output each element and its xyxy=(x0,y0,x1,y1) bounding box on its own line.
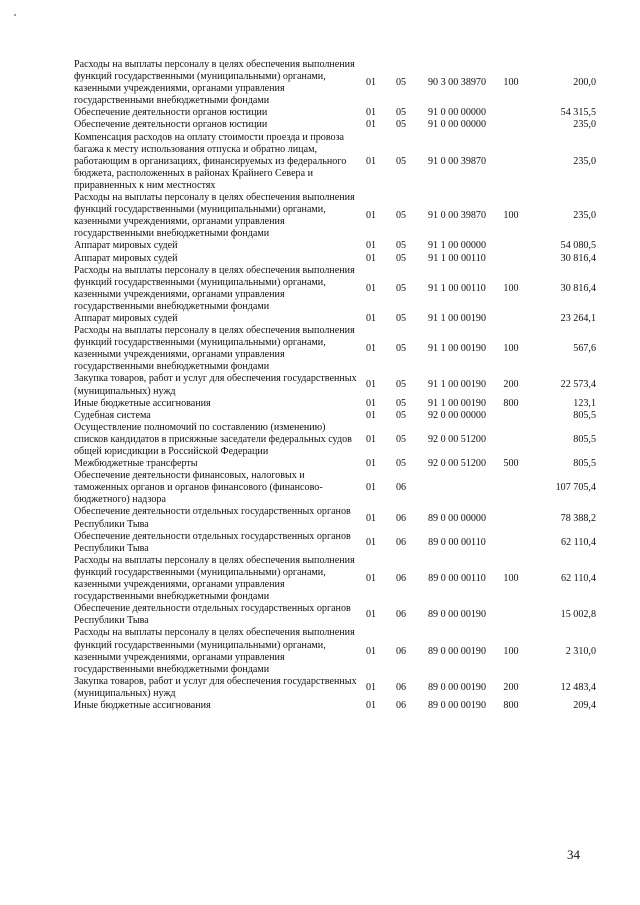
table-row xyxy=(74,265,596,313)
row-expense-type xyxy=(493,313,529,325)
table-row xyxy=(74,410,596,422)
row-name: Иные бюджетные ассигнования xyxy=(74,699,211,711)
table-row xyxy=(74,531,596,555)
table-row xyxy=(74,240,596,252)
row-target-article: 91 1 00 00190 xyxy=(427,312,487,324)
row-section-code: 01 xyxy=(365,433,377,445)
table-row xyxy=(74,132,596,192)
row-name: Осуществление полномочий по составлению (изменению) списков кандидатов в присяжные заседатели федеральных судов общей юрисдикции в Российской Федерации xyxy=(74,421,352,457)
row-target-article: 91 1 00 00190 xyxy=(427,379,487,391)
table-row xyxy=(74,107,596,119)
row-subsection-code: 05 xyxy=(395,343,407,355)
table-row xyxy=(74,119,596,131)
row-section-code: 01 xyxy=(365,77,377,89)
row-expense-type xyxy=(493,119,529,131)
row-expense-type: 100 xyxy=(503,282,519,294)
table-row xyxy=(74,603,596,627)
row-target-article: 91 0 00 39870 xyxy=(427,210,487,222)
row-amount: 567,6 xyxy=(573,343,596,355)
row-section-code: 01 xyxy=(365,536,377,548)
row-name: Компенсация расходов на оплату стоимости проезда и провоза багажа к месту использования отпуска и обратно лицам, работающим в организациях, финансируемых из федерального бюджета, расположенных в районах Крайнего Севера и приравненных к ним местностях xyxy=(74,131,347,191)
row-target-article: 89 0 00 00190 xyxy=(427,609,487,621)
row-expense-type xyxy=(493,422,529,458)
row-name: Судебная система xyxy=(74,409,151,421)
row-target-article: 92 0 00 51200 xyxy=(427,458,487,470)
page-number: 34 xyxy=(567,847,580,862)
row-subsection-code: 06 xyxy=(395,482,407,494)
row-subsection-code: 05 xyxy=(395,282,407,294)
row-subsection-code: 05 xyxy=(395,379,407,391)
row-subsection-code: 05 xyxy=(395,107,407,119)
table-row xyxy=(74,676,596,700)
row-expense-type xyxy=(493,531,529,555)
row-section-code: 01 xyxy=(365,343,377,355)
table-row xyxy=(74,325,596,373)
row-target-article: 89 0 00 00000 xyxy=(427,512,487,524)
row-section-code: 01 xyxy=(365,379,377,391)
row-subsection-code: 05 xyxy=(395,240,407,252)
table-row xyxy=(74,313,596,325)
row-target-article: 89 0 00 00190 xyxy=(427,681,487,693)
row-amount: 30 816,4 xyxy=(560,252,596,264)
row-expense-type: 100 xyxy=(503,572,519,584)
table-row xyxy=(74,192,596,240)
row-amount: 12 483,4 xyxy=(560,681,596,693)
row-section-code: 01 xyxy=(365,572,377,584)
row-target-article: 92 0 00 51200 xyxy=(427,433,487,445)
row-name: Расходы на выплаты персоналу в целях обеспечения выполнения функций государственными (муниципальными) органами, казенными учреждениями, органами управления государственными внебюджетными фондами xyxy=(74,192,355,240)
row-section-code: 01 xyxy=(365,155,377,167)
row-target-article: 89 0 00 00110 xyxy=(428,536,486,548)
row-amount: 805,5 xyxy=(573,409,596,421)
row-expense-type xyxy=(493,253,529,265)
row-amount: 54 315,5 xyxy=(560,107,596,119)
table-row xyxy=(74,470,596,506)
row-name: Расходы на выплаты персоналу в целях обеспечения выполнения функций государственными (муниципальными) органами, казенными учреждениями, органами управления государственными внебюджетными фондами xyxy=(74,627,355,675)
row-name: Аппарат мировых судей xyxy=(74,252,178,264)
row-name: Аппарат мировых судей xyxy=(74,312,178,324)
row-subsection-code: 05 xyxy=(395,119,407,131)
row-name: Расходы на выплаты персоналу в целях обеспечения выполнения функций государственными (муниципальными) органами, казенными учреждениями, органами управления государственными внебюджетными фондами xyxy=(74,325,355,373)
row-subsection-code: 06 xyxy=(395,681,407,693)
row-target-article: 89 0 00 00190 xyxy=(427,645,487,657)
row-subsection-code: 05 xyxy=(395,210,407,222)
row-name: Обеспечение деятельности отдельных государственных органов Республики Тыва xyxy=(74,506,351,530)
table-row xyxy=(74,555,596,603)
row-amount: 209,4 xyxy=(573,699,596,711)
row-expense-type xyxy=(493,132,529,192)
row-section-code: 01 xyxy=(365,409,377,421)
row-section-code: 01 xyxy=(365,609,377,621)
row-section-code: 01 xyxy=(365,482,377,494)
row-amount: 235,0 xyxy=(573,210,596,222)
row-name: Аппарат мировых судей xyxy=(74,240,178,252)
table-row xyxy=(74,627,596,675)
row-expense-type: 800 xyxy=(503,699,519,711)
table-row xyxy=(74,422,596,458)
row-name: Обеспечение деятельности финансовых, налоговых и таможенных органов и органов финансового (финансово-бюджетного) надзора xyxy=(74,470,323,506)
row-amount: 78 388,2 xyxy=(560,512,596,524)
row-subsection-code: 06 xyxy=(395,512,407,524)
row-name: Межбюджетные трансферты xyxy=(74,458,198,470)
row-subsection-code: 05 xyxy=(395,252,407,264)
row-amount: 23 264,1 xyxy=(560,312,596,324)
row-name: Закупка товаров, работ и услуг для обеспечения государственных (муниципальных) нужд xyxy=(74,675,357,699)
row-amount: 22 573,4 xyxy=(560,379,596,391)
table-row xyxy=(74,398,596,410)
row-section-code: 01 xyxy=(365,312,377,324)
row-subsection-code: 05 xyxy=(395,312,407,324)
row-amount: 54 080,5 xyxy=(560,240,596,252)
row-amount: 62 110,4 xyxy=(561,536,596,548)
row-expense-type xyxy=(493,240,529,252)
row-section-code: 01 xyxy=(365,512,377,524)
row-name: Расходы на выплаты персоналу в целях обеспечения выполнения функций государственными (муниципальными) органами, казенными учреждениями, органами управления государственными внебюджетными фондами xyxy=(74,59,355,107)
row-target-article: 91 1 00 00110 xyxy=(428,282,486,294)
row-subsection-code: 05 xyxy=(395,409,407,421)
row-amount: 805,5 xyxy=(573,433,596,445)
row-subsection-code: 06 xyxy=(395,645,407,657)
row-name: Закупка товаров, работ и услуг для обеспечения государственных (муниципальных) нужд xyxy=(74,373,357,397)
row-expense-type xyxy=(493,603,529,627)
row-subsection-code: 06 xyxy=(395,572,407,584)
budget-table xyxy=(74,59,596,712)
row-subsection-code: 05 xyxy=(395,458,407,470)
row-target-article xyxy=(421,470,493,506)
row-subsection-code: 05 xyxy=(395,77,407,89)
row-name: Обеспечение деятельности отдельных государственных органов Республики Тыва xyxy=(74,603,351,627)
row-name: Расходы на выплаты персоналу в целях обеспечения выполнения функций государственными (муниципальными) органами, казенными учреждениями, органами управления государственными внебюджетными фондами xyxy=(74,554,355,603)
row-expense-type: 800 xyxy=(503,397,519,409)
row-amount: 235,0 xyxy=(573,155,596,167)
row-section-code: 01 xyxy=(365,699,377,711)
scan-dot-mark xyxy=(14,14,16,16)
row-target-article: 91 1 00 00190 xyxy=(427,343,487,355)
budget-table-body xyxy=(74,59,596,712)
row-subsection-code: 05 xyxy=(395,397,407,409)
row-section-code: 01 xyxy=(365,240,377,252)
row-name: Обеспечение деятельности органов юстиции xyxy=(74,107,268,119)
row-section-code: 01 xyxy=(365,282,377,294)
row-expense-type xyxy=(493,410,529,422)
row-expense-type: 200 xyxy=(503,681,519,693)
row-expense-type xyxy=(493,470,529,506)
row-section-code: 01 xyxy=(365,210,377,222)
row-subsection-code: 05 xyxy=(395,433,407,445)
row-target-article: 91 1 00 00190 xyxy=(427,397,487,409)
row-expense-type: 100 xyxy=(503,343,519,355)
row-amount: 123,1 xyxy=(573,397,596,409)
row-section-code: 01 xyxy=(365,397,377,409)
row-target-article: 90 3 00 38970 xyxy=(427,77,487,89)
row-name: Расходы на выплаты персоналу в целях обеспечения выполнения функций государственными (муниципальными) органами, казенными учреждениями, органами управления государственными внебюджетными фондами xyxy=(74,264,355,312)
table-row xyxy=(74,253,596,265)
row-expense-type: 100 xyxy=(503,77,519,89)
row-subsection-code: 05 xyxy=(395,155,407,167)
row-amount: 15 002,8 xyxy=(560,609,596,621)
row-expense-type xyxy=(493,506,529,530)
row-name: Иные бюджетные ассигнования xyxy=(74,397,211,409)
row-amount: 235,0 xyxy=(573,119,596,131)
row-name: Обеспечение деятельности органов юстиции xyxy=(74,119,268,131)
row-amount: 200,0 xyxy=(573,77,596,89)
row-amount: 2 310,0 xyxy=(565,645,596,657)
row-amount: 805,5 xyxy=(573,458,596,470)
row-target-article: 91 0 00 00000 xyxy=(427,119,487,131)
row-name: Обеспечение деятельности отдельных государственных органов Республики Тыва xyxy=(74,530,351,554)
row-amount: 107 705,4 xyxy=(555,482,596,494)
table-row xyxy=(74,506,596,530)
row-subsection-code: 06 xyxy=(395,699,407,711)
row-expense-type: 100 xyxy=(503,210,519,222)
row-amount: 30 816,4 xyxy=(560,282,596,294)
row-expense-type xyxy=(493,107,529,119)
row-expense-type: 500 xyxy=(503,458,519,470)
row-target-article: 89 0 00 00190 xyxy=(427,699,487,711)
row-target-article: 91 0 00 39870 xyxy=(427,155,487,167)
row-target-article: 91 0 00 00000 xyxy=(427,107,487,119)
row-target-article: 91 1 00 00000 xyxy=(427,240,487,252)
row-section-code: 01 xyxy=(365,252,377,264)
row-amount: 62 110,4 xyxy=(561,572,596,584)
row-section-code: 01 xyxy=(365,681,377,693)
row-expense-type: 200 xyxy=(503,379,519,391)
row-section-code: 01 xyxy=(365,458,377,470)
row-expense-type: 100 xyxy=(503,645,519,657)
row-subsection-code: 06 xyxy=(395,536,407,548)
row-target-article: 89 0 00 00110 xyxy=(428,572,486,584)
table-row xyxy=(74,373,596,397)
row-section-code: 01 xyxy=(365,107,377,119)
row-target-article: 92 0 00 00000 xyxy=(427,409,487,421)
row-subsection-code: 06 xyxy=(395,609,407,621)
row-target-article: 91 1 00 00110 xyxy=(428,252,486,264)
table-row xyxy=(74,458,596,470)
table-row xyxy=(74,59,596,107)
table-row xyxy=(74,700,596,712)
row-section-code: 01 xyxy=(365,119,377,131)
row-section-code: 01 xyxy=(365,645,377,657)
